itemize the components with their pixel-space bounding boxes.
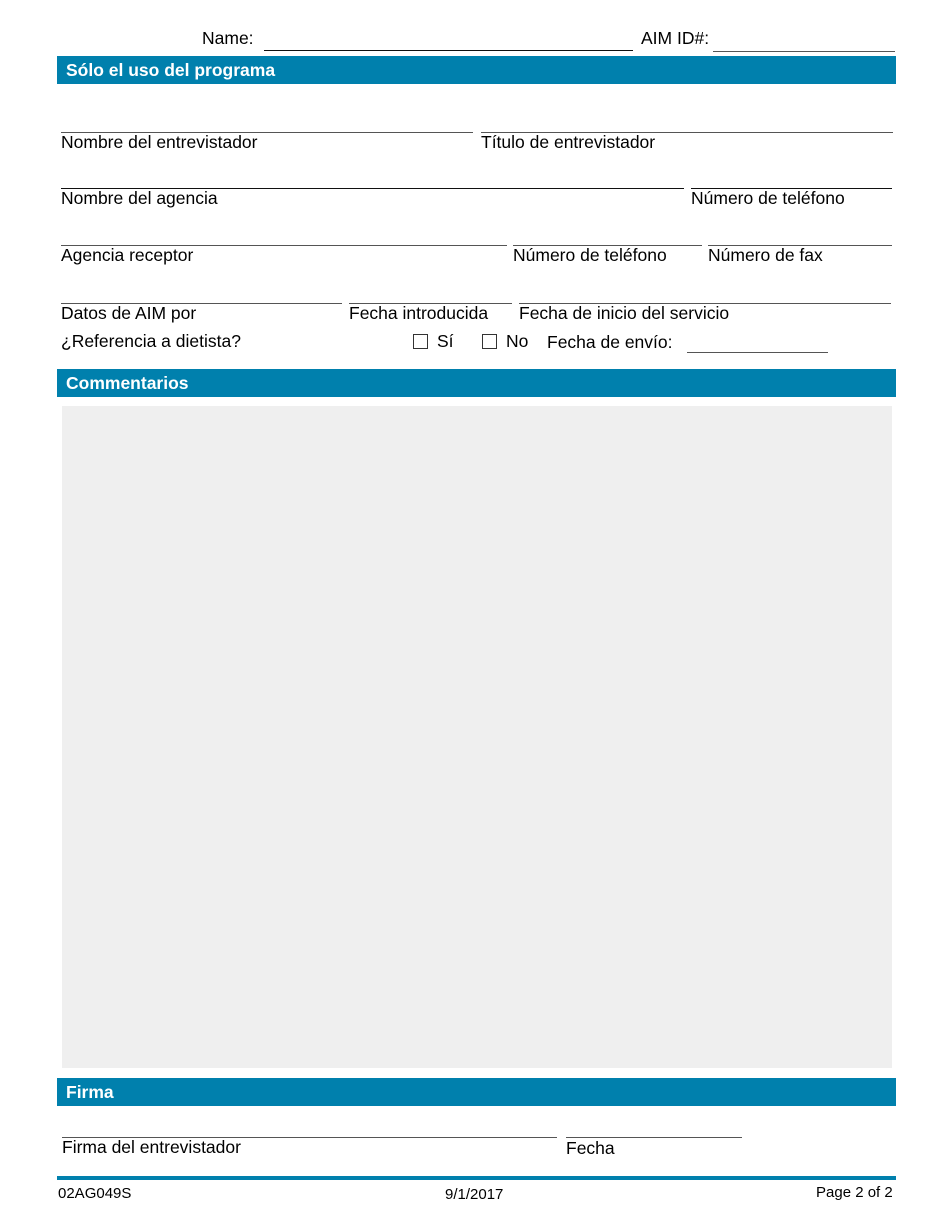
receiving-fax-label: Número de fax <box>708 245 823 265</box>
agency-phone-label: Número de teléfono <box>691 188 845 208</box>
yes-option-label: Sí <box>437 331 454 351</box>
interviewer-signature-label: Firma del entrevistador <box>62 1137 241 1157</box>
form-code: 02AG049S <box>58 1185 132 1202</box>
interviewer-title-label: Título de entrevistador <box>481 132 656 152</box>
yes-checkbox[interactable] <box>413 334 428 349</box>
comments-textarea[interactable] <box>62 406 892 1068</box>
signature-header: Firma <box>57 1078 896 1106</box>
receiving-phone-label: Número de teléfono <box>513 245 667 265</box>
dietitian-referral-label: ¿Referencia a dietista? <box>61 331 241 351</box>
form-date: 9/1/2017 <box>445 1186 504 1203</box>
signature-date-label: Fecha <box>566 1138 615 1158</box>
aim-id-input-line[interactable] <box>713 51 895 52</box>
page-number: Page 2 of 2 <box>816 1184 893 1201</box>
name-label: Name: <box>202 28 254 48</box>
aim-id-label: AIM ID#: <box>641 28 710 48</box>
interviewer-name-label: Nombre del entrevistador <box>61 132 258 152</box>
comments-header: Commentarios <box>57 369 896 397</box>
agency-name-label: Nombre del agencia <box>61 188 218 208</box>
no-checkbox[interactable] <box>482 334 497 349</box>
name-input-line[interactable] <box>264 50 633 51</box>
service-start-date-label: Fecha de inicio del servicio <box>519 303 730 323</box>
send-date-input-line[interactable] <box>687 352 828 353</box>
send-date-label: Fecha de envío: <box>547 332 673 352</box>
no-option-label: No <box>506 331 529 351</box>
date-entered-label: Fecha introducida <box>349 303 489 323</box>
aim-data-by-label: Datos de AIM por <box>61 303 197 323</box>
program-use-header: Sólo el uso del programa <box>57 56 896 84</box>
footer-divider <box>57 1176 896 1180</box>
receiving-agency-label: Agencia receptor <box>61 245 194 265</box>
